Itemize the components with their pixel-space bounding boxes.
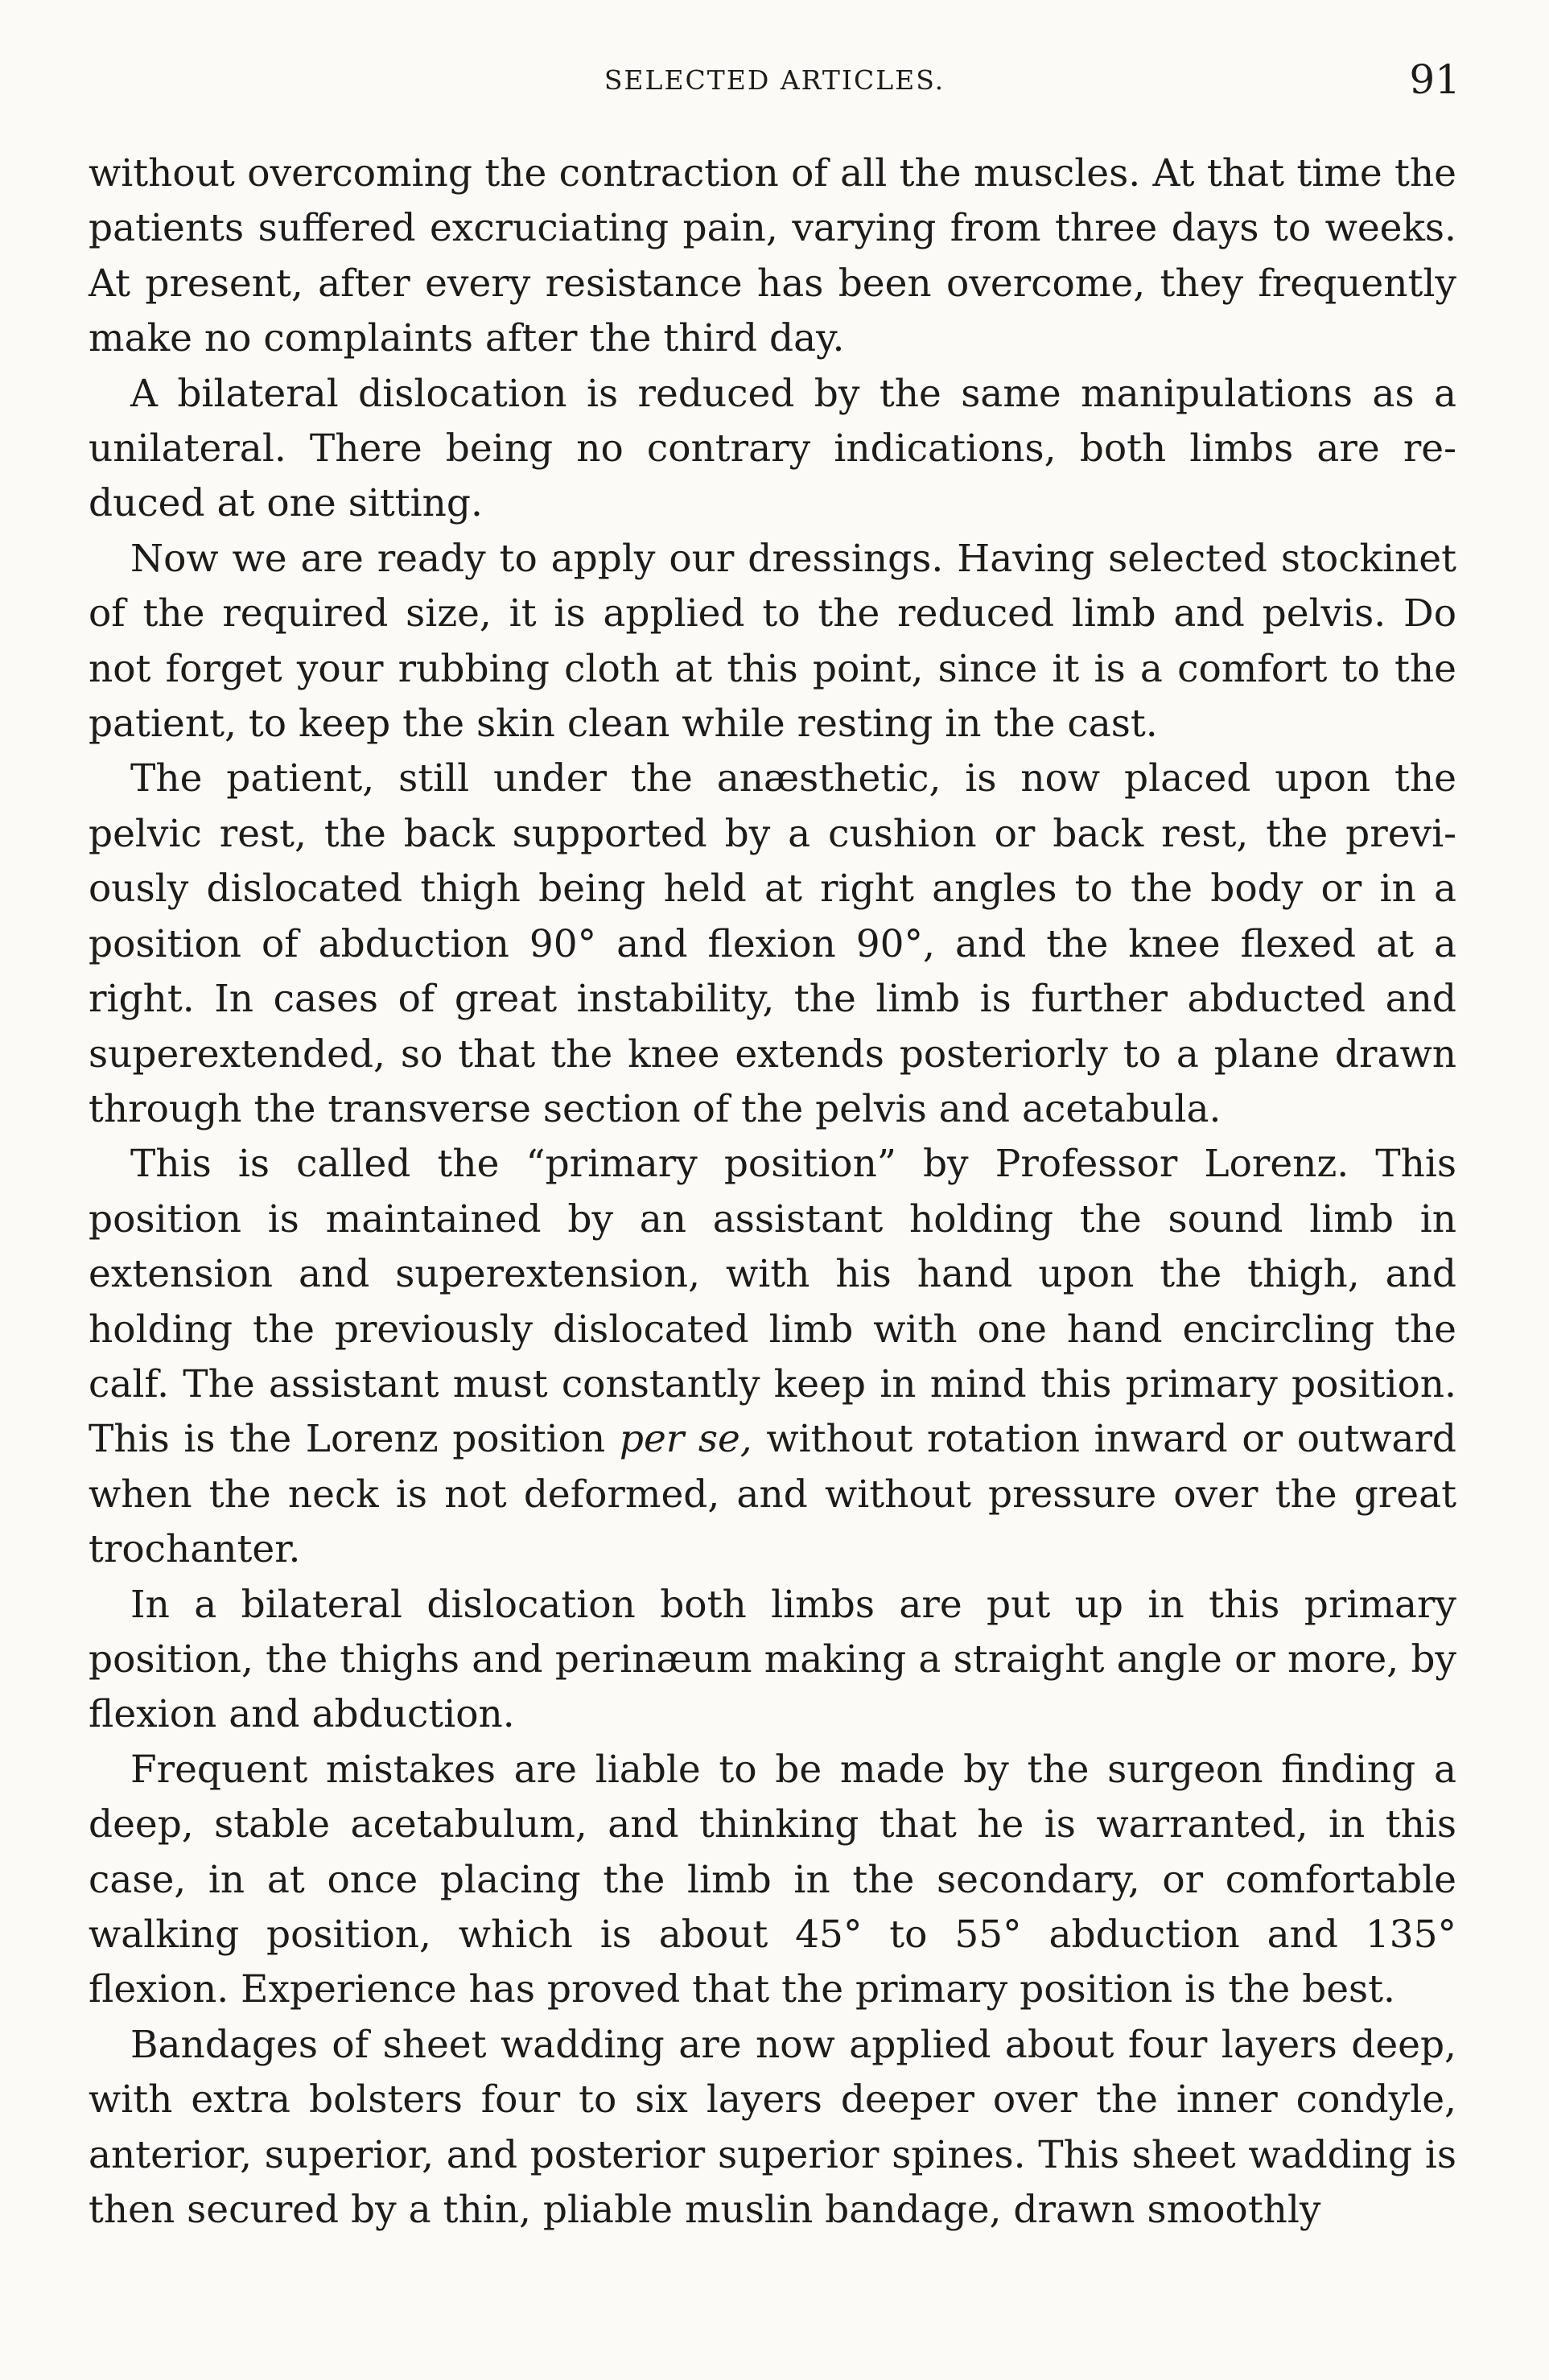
paragraph-5-text-b: without rotation inward or outward when the neck is not deformed, and without pressure over the great trochanter. [89, 1417, 1457, 1572]
paragraph-7: Frequent mistakes are liable to be made by the surgeon finding a deep, stable acetabulum, and thinking that he is warranted, in this case, in at once placing the limb in the secondary, or comfortable walking position, which is about 45° to 55° abduction and 135° flexion. Experience has proved that the primary position is the best. [89, 1747, 1456, 2012]
paragraph-5-italic: per se, [619, 1417, 752, 1462]
running-header [89, 56, 1460, 113]
paragraph-2: A bilateral dislocation is reduced by the same manipulations as a unilateral. There being no contrary indications, both limbs are reduced at one sitting. [89, 371, 1456, 526]
article-body [89, 146, 1456, 2238]
paragraph-5-text-a: This is called the “primary position” by Professor Lorenz. This position is maintained by an assistant holding the sound limb in extension and superextension, with his hand upon the thigh, and holding the previously dislocated limb with one hand encircling the calf. The assistant must constantly keep in mind this primary position. This is the Lorenz position [89, 1142, 1456, 1462]
paragraph-6: In a bilateral dislocation both limbs are put up in this primary position, the thighs and perinæum making a straight angle or more, by flexion and abduction. [89, 1582, 1456, 1737]
running-title: SELECTED ARTICLES. [604, 64, 945, 96]
page-number: 91 [1409, 56, 1460, 103]
paragraph-1: without overcoming the contraction of all the muscles. At that time the patients suffered excruciating pain, varying from three days to weeks. At present, after every resistance has been overcome, they frequently make no complaints after the third day. [89, 151, 1456, 361]
paragraph-5 [89, 1137, 1456, 1577]
paragraph-8: Bandages of sheet wadding are now applied about four layers deep, with extra bolsters four to six layers deeper over the inner condyle, anterior, superior, and posterior superior spines. This sheet wadding is then secured by a thin, pliable muslin bandage, drawn smoothly [89, 2022, 1456, 2233]
paragraph-4: The patient, still under the anæsthetic, is now placed upon the pelvic rest, the back supported by a cushion or back rest, the previously dislocated thigh being held at right angles to the body or in a position of abduction 90° and flexion 90°, and the knee flexed at a right. In cases of great instability, the limb is further abducted and superextended, so that the knee extends posteriorly to a plane drawn through the transverse section of the pelvis and acetabula. [89, 756, 1456, 1131]
paragraph-3: Now we are ready to apply our dressings. Having selected stockinet of the required size, it is applied to the reduced limb and pelvis. Do not forget your rubbing cloth at this point, since it is a comfort to the patient, to keep the skin clean while resting in the cast. [89, 536, 1456, 747]
